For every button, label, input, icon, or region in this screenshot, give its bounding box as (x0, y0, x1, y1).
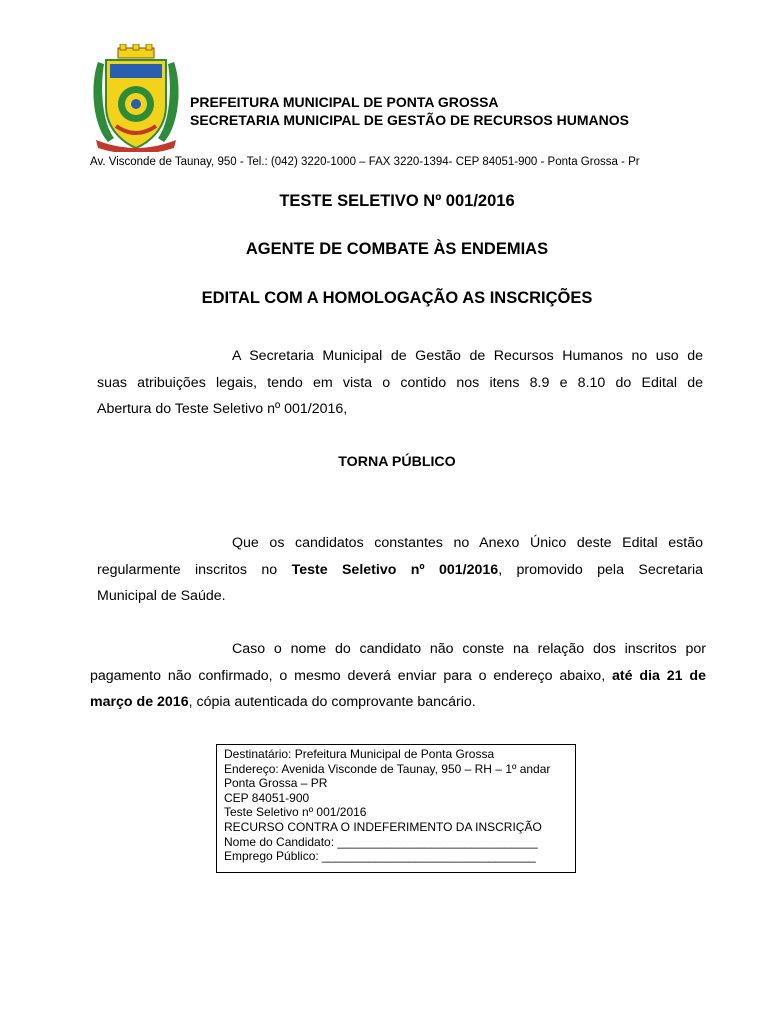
box-line: Teste Seletivo nº 001/2016 (224, 805, 367, 820)
header-line-1: PREFEITURA MUNICIPAL DE PONTA GROSSA (190, 94, 499, 110)
header-line-2: SECRETARIA MUNICIPAL DE GESTÃO DE RECURSOS HUMANOS (190, 112, 629, 128)
title-cargo: AGENTE DE COMBATE ÀS ENDEMIAS (245, 240, 549, 258)
box-line: Nome do Candidato: ______________________________ (224, 834, 538, 849)
paragraph-candidatos-line-2a: regularmente inscritos no (97, 561, 292, 578)
paragraph-intro-line-2: suas atribuições legais, tendo em vista o contido nos itens 8.9 e 8.10 do Edital de (97, 374, 703, 391)
torna-publico-heading: TORNA PÚBLICO (338, 454, 456, 470)
paragraph-candidatos-line-3: Municipal de Saúde. (97, 588, 226, 604)
paragraph-candidatos-line-2c: , promovido pela Secretaria (498, 561, 704, 578)
title-teste-seletivo: TESTE SELETIVO Nº 001/2016 (279, 192, 515, 210)
box-line: Destinatário: Prefeitura Municipal de Ponta Grossa (224, 747, 495, 761)
paragraph-candidatos (97, 530, 703, 610)
title-edital: EDITAL COM A HOMOLOGAÇÃO AS INSCRIÇÕES (201, 289, 593, 307)
paragraph-candidatos-line-2b: Teste Seletivo nº 001/2016 (291, 561, 499, 578)
municipal-crest-icon (88, 44, 184, 152)
paragraph-recurso-line-3a: março de 2016 (90, 694, 189, 710)
paragraph-recurso (90, 636, 706, 716)
box-line: Emprego Público: ________________________________ (224, 849, 536, 864)
paragraph-candidatos-line-1: Que os candidatos constantes no Anexo Único deste Edital estão (232, 535, 703, 551)
paragraph-intro (97, 343, 703, 423)
header-address: Av. Visconde de Taunay, 950 - Tel.: (042) 3220-1000 – FAX 3220-1394- CEP 84051-900 - Ponta Grossa - Pr (90, 156, 640, 168)
recipient-address-box (216, 744, 576, 873)
paragraph-intro-line-3: Abertura do Teste Seletivo nº 001/2016, (97, 401, 348, 417)
paragraph-recurso-line-1: Caso o nome do candidato não conste na relação dos inscritos por (232, 641, 706, 657)
box-line: Ponta Grossa – PR (224, 776, 328, 791)
box-line: RECURSO CONTRA O INDEFERIMENTO DA INSCRIÇÃO (224, 819, 542, 834)
paragraph-recurso-line-2a: pagamento não confirmado, o mesmo deverá enviar para o endereço abaixo, (90, 667, 613, 684)
box-line: CEP 84051-900 (224, 790, 310, 805)
paragraph-intro-line-1: A Secretaria Municipal de Gestão de Recursos Humanos no uso de (232, 348, 703, 364)
paragraph-recurso-line-3b: , cópia autenticada do comprovante bancário. (188, 694, 476, 710)
box-line: Endereço: Avenida Visconde de Taunay, 950 – RH – 1º andar (224, 761, 551, 776)
paragraph-recurso-line-2b: até dia 21 de (612, 667, 706, 684)
